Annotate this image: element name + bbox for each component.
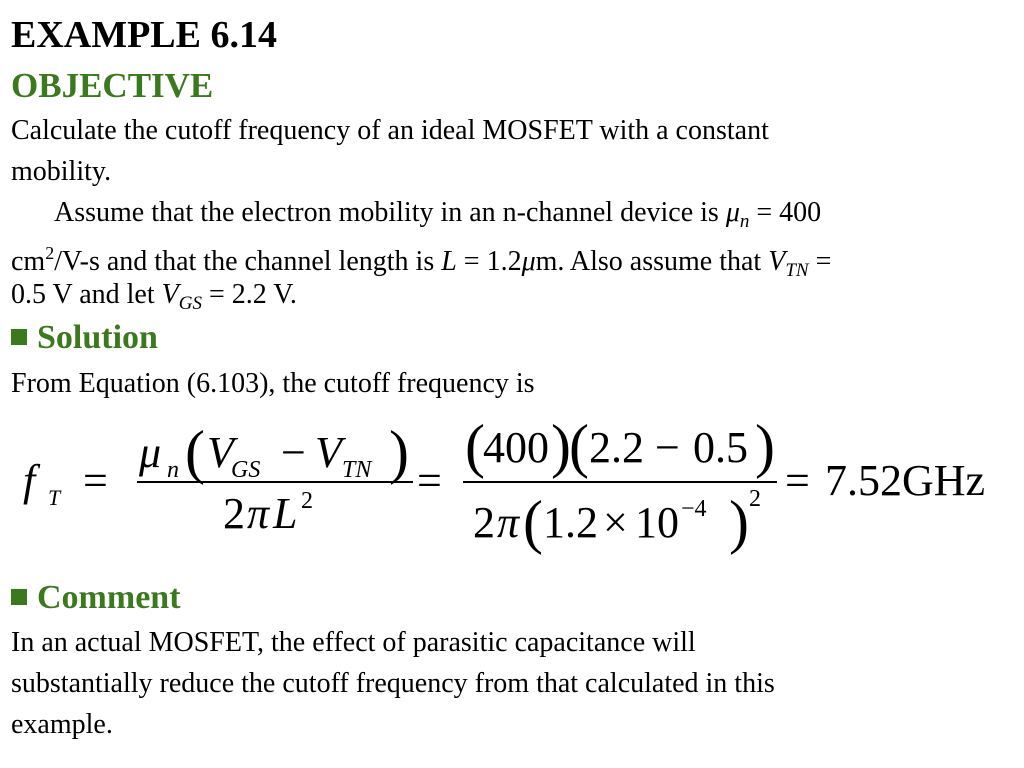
assume-text: = 400 <box>749 197 822 228</box>
length-symbol: L <box>441 246 457 277</box>
square-bullet-icon <box>11 329 27 345</box>
objective-heading: OBJECTIVE <box>11 66 214 105</box>
eq-equals-3: = <box>785 456 810 505</box>
eq-times: × <box>603 498 628 547</box>
eq-gs-sub: GS <box>231 457 261 483</box>
voltage-symbol: V <box>161 279 179 310</box>
eq-equals-1: = <box>83 456 108 505</box>
eq-rparen-2: ) <box>551 413 571 479</box>
comment-line-3: example. <box>11 709 113 740</box>
eq-rparen-4: ) <box>729 489 749 555</box>
assume-text: Assume that the electron mobility in an n-channel device is <box>54 197 726 228</box>
assume-text: 0.5 V and let <box>11 279 162 310</box>
solution-heading <box>11 318 158 358</box>
objective-line-1: Calculate the cutoff frequency of an ideal MOSFET with a constant <box>11 115 769 146</box>
solution-intro: From Equation (6.103), the cutoff frequency is <box>11 368 535 399</box>
eq-two: 2 <box>223 489 245 538</box>
eq-ten: 10 <box>635 498 679 547</box>
eq-minus-2: − <box>655 423 680 472</box>
comment-heading <box>11 578 181 618</box>
eq-1-2: 1.2 <box>543 498 598 547</box>
eq-l-squared: 2 <box>301 488 313 514</box>
assume-text: = 1.2 <box>456 246 522 277</box>
eq-pi-2: π <box>497 498 520 547</box>
eq-lparen-4: ( <box>523 489 543 555</box>
cm-superscript: 2 <box>45 243 55 263</box>
assume-text: /V-s and that the channel length is <box>54 246 442 277</box>
assume-text: = <box>808 246 832 277</box>
objective-line-2: mobility. <box>11 156 112 187</box>
eq-pi: π <box>247 489 270 538</box>
mu-symbol: μ <box>521 246 536 277</box>
cutoff-frequency-equation <box>11 410 1016 570</box>
eq-2-2: 2.2 <box>589 423 644 472</box>
eq-tn-sub: TN <box>342 457 372 483</box>
eq-result: 7.52GHz <box>825 456 986 505</box>
tn-subscript: TN <box>785 260 809 281</box>
voltage-symbol: V <box>768 246 786 277</box>
comment-heading-label: Comment <box>37 579 181 616</box>
comment-line-1: In an actual MOSFET, the effect of parasitic capacitance will <box>11 627 696 658</box>
square-bullet-icon <box>11 589 27 605</box>
eq-equals-2: = <box>417 456 442 505</box>
eq-rparen: ) <box>389 419 409 485</box>
eq-v-tn: V <box>315 428 342 477</box>
gs-subscript: GS <box>178 293 202 314</box>
eq-400: 400 <box>483 423 549 472</box>
assumption-line-3 <box>11 274 297 324</box>
assume-text: cm <box>11 246 46 277</box>
comment-line-2: substantially reduce the cutoff frequency from that calculated in this <box>11 668 775 699</box>
eq-rparen-3: ) <box>755 413 775 479</box>
eq-lparen: ( <box>185 419 205 485</box>
mu-subscript: n <box>739 211 750 232</box>
eq-v-gs: V <box>207 428 234 477</box>
eq-exponent: −4 <box>681 496 707 522</box>
eq-mu: μ <box>139 428 162 477</box>
mu-symbol: μ <box>725 197 740 228</box>
eq-0-5: 0.5 <box>693 423 748 472</box>
eq-l: L <box>273 489 298 538</box>
eq-f-sub: T <box>48 485 61 510</box>
solution-heading-label: Solution <box>37 319 158 356</box>
example-title: EXAMPLE 6.14 <box>11 14 277 56</box>
assume-text: m. Also assume that <box>535 246 769 277</box>
eq-lparen-3: ( <box>569 413 589 479</box>
eq-minus-1: − <box>281 428 306 477</box>
eq-squared-2: 2 <box>749 486 761 512</box>
eq-two-2: 2 <box>473 498 495 547</box>
eq-f: f <box>23 456 36 505</box>
eq-lparen-2: ( <box>465 413 485 479</box>
eq-mu-sub: n <box>167 457 179 483</box>
assume-text: = 2.2 V. <box>201 279 297 310</box>
